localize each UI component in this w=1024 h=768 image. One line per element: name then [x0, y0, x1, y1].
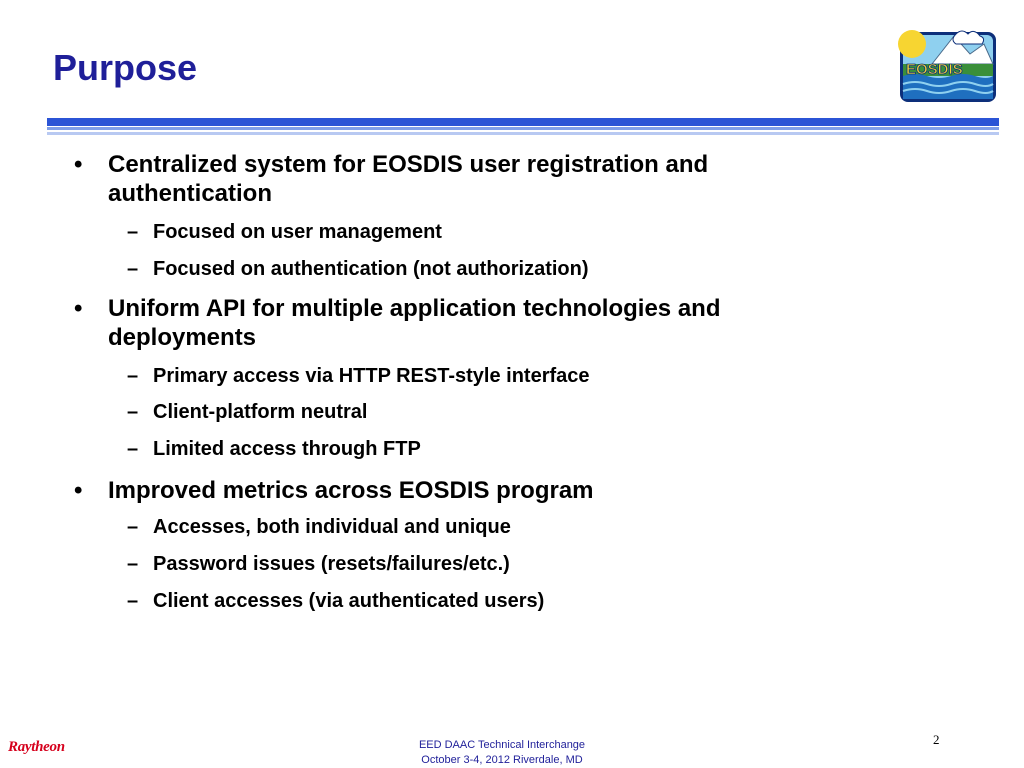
sub-bullet-text: Primary access via HTTP REST-style interface: [153, 365, 590, 387]
dash-marker: –: [127, 258, 139, 280]
sub-bullet-text: Password issues (resets/failures/etc.): [153, 553, 510, 575]
bullet-item: [74, 150, 834, 208]
bullet-marker: •: [74, 477, 83, 504]
eosdis-logo-icon: [892, 24, 998, 104]
sub-bullet-item: [127, 400, 827, 424]
sub-bullet-item: [127, 257, 827, 281]
bullet-marker: •: [74, 295, 83, 322]
footer-text: [372, 738, 632, 768]
header-rule-tertiary: [47, 132, 999, 135]
dash-marker: –: [127, 221, 139, 243]
header-rule-secondary: [47, 127, 999, 130]
page-title: Purpose: [53, 47, 198, 88]
dash-marker: –: [127, 401, 139, 423]
sub-bullet-text: Client accesses (via authenticated users): [153, 590, 545, 612]
dash-marker: –: [127, 438, 139, 460]
bullet-marker: •: [74, 151, 83, 178]
sub-bullet-text: Accesses, both individual and unique: [153, 516, 511, 538]
dash-marker: –: [127, 553, 139, 575]
footer-line-1: EED DAAC Technical Interchange: [418, 739, 586, 751]
sub-bullet-text: Focused on authentication (not authorization): [153, 258, 589, 280]
footer-line-2: October 3-4, 2012 Riverdale, MD: [421, 754, 583, 766]
raytheon-logo: Raytheon: [8, 739, 65, 755]
sub-bullet-text: Client-platform neutral: [153, 401, 368, 423]
bullet-text: Centralized system for EOSDIS user registration and authentication: [108, 151, 709, 207]
dash-marker: –: [127, 516, 139, 538]
sub-bullet-item: [127, 515, 827, 539]
sub-bullet-item: [127, 364, 827, 388]
bullet-item: [74, 476, 834, 505]
svg-text:EOSDIS: EOSDIS: [906, 61, 963, 78]
sub-bullet-item: [127, 220, 827, 244]
header-rule: [47, 118, 999, 126]
sub-bullet-item: [127, 437, 827, 461]
page-number: 2: [933, 732, 940, 747]
bullet-text: Uniform API for multiple application technologies and deployments: [108, 295, 721, 351]
dash-marker: –: [127, 590, 139, 612]
bullet-item: [74, 294, 834, 352]
sub-bullet-item: [127, 552, 827, 576]
dash-marker: –: [127, 365, 139, 387]
sub-bullet-text: Limited access through FTP: [153, 438, 421, 460]
bullet-text: Improved metrics across EOSDIS program: [108, 477, 594, 504]
sub-bullet-item: [127, 589, 827, 613]
sub-bullet-text: Focused on user management: [153, 221, 442, 243]
